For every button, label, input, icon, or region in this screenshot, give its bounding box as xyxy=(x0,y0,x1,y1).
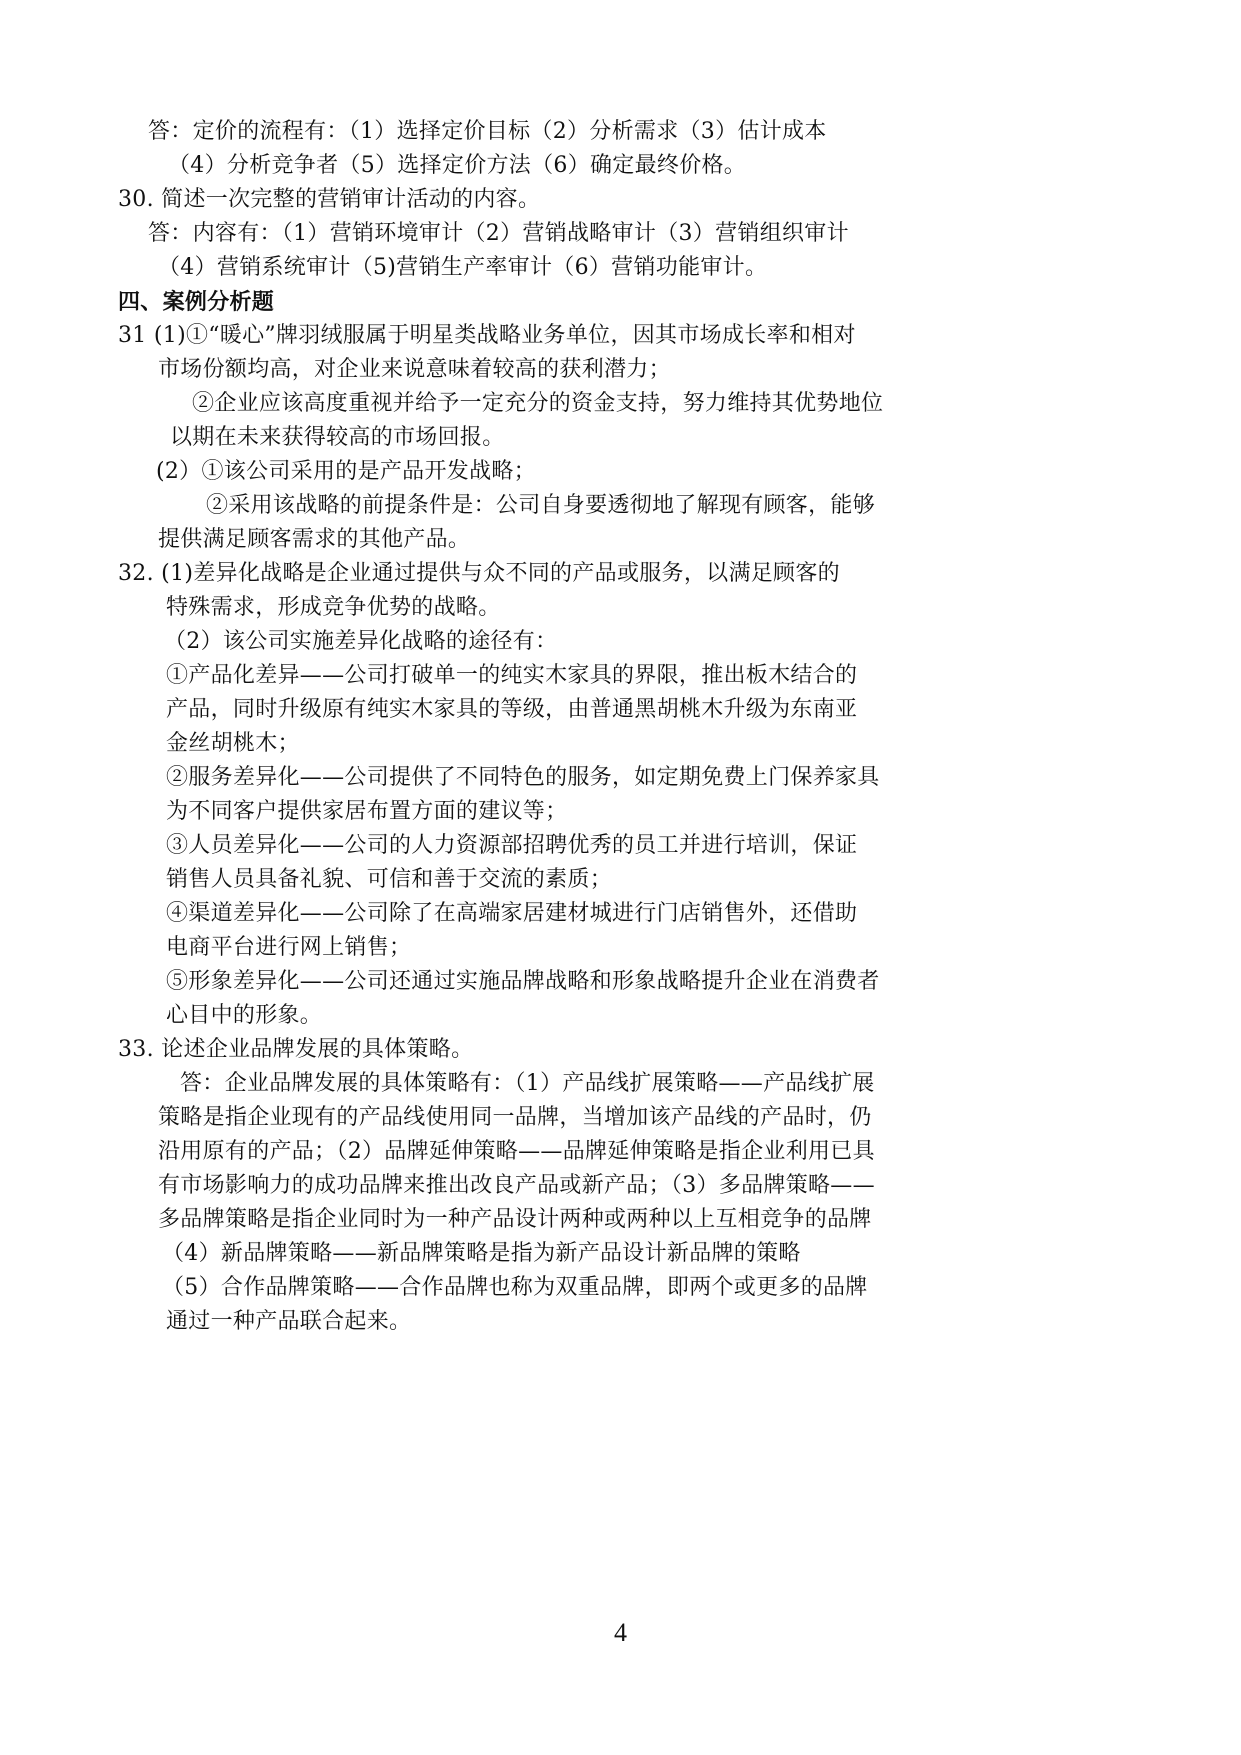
answer-33-line-5: 多品牌策略是指企业同时为一种产品设计两种或两种以上互相竞争的品牌 xyxy=(158,1207,872,1232)
answer-33-line-8: 通过一种产品联合起来。 xyxy=(166,1309,412,1334)
answer-33-line-4: 有市场影响力的成功品牌来推出改良产品或新产品；（3）多品牌策略—— xyxy=(158,1173,875,1198)
answer-32-item-3-line-2: 销售人员具备礼貌、可信和善于交流的素质； xyxy=(166,867,613,892)
answer-32-item-4-line-2: 电商平台进行网上销售； xyxy=(166,935,412,960)
answer-32-item-2-line-1: ②服务差异化——公司提供了不同特色的服务，如定期免费上门保养家具 xyxy=(166,765,880,790)
question-33: 33. 论述企业品牌发展的具体策略。 xyxy=(118,1037,474,1062)
answer-31-part-2-line-3: 提供满足顾客需求的其他产品。 xyxy=(158,527,471,552)
answer-32-item-1-line-1: ①产品化差异——公司打破单一的纯实木家具的界限，推出板木结合的 xyxy=(166,663,858,688)
answer-32-item-5-line-2: 心目中的形象。 xyxy=(166,1003,323,1028)
page-number: 4 xyxy=(614,1618,627,1647)
answer-29-line-2: （4）分析竞争者（5）选择定价方法（6）确定最终价格。 xyxy=(168,153,747,178)
answer-32-item-1-line-3: 金丝胡桃木； xyxy=(166,731,300,756)
answer-32-item-1-line-2: 产品，同时升级原有纯实木家具的等级，由普通黑胡桃木升级为东南亚 xyxy=(166,697,858,722)
answer-33-line-1: 答：企业品牌发展的具体策略有：（1）产品线扩展策略——产品线扩展 xyxy=(180,1071,875,1096)
answer-30-line-1: 答：内容有：（1）营销环境审计（2）营销战略审计（3）营销组织审计 xyxy=(148,221,849,246)
answer-32-part-1-line-1: 32. (1)差异化战略是企业通过提供与众不同的产品或服务，以满足顾客的 xyxy=(118,561,840,586)
answer-32-part-2-heading: （2）该公司实施差异化战略的途径有： xyxy=(164,629,558,654)
answer-32-item-3-line-1: ③人员差异化——公司的人力资源部招聘优秀的员工并进行培训，保证 xyxy=(166,833,858,858)
answer-32-part-1-line-2: 特殊需求，形成竞争优势的战略。 xyxy=(166,595,501,620)
answer-33-line-3: 沿用原有的产品；（2）品牌延伸策略——品牌延伸策略是指企业利用已具 xyxy=(158,1139,875,1164)
answer-32-item-5-line-1: ⑤形象差异化——公司还通过实施品牌战略和形象战略提升企业在消费者 xyxy=(166,969,880,994)
answer-29-line-1: 答：定价的流程有：（1）选择定价目标（2）分析需求（3）估计成本 xyxy=(148,119,827,144)
question-30: 30. 简述一次完整的营销审计活动的内容。 xyxy=(118,187,541,212)
section-heading-case-analysis: 四、案例分析题 xyxy=(118,289,275,315)
answer-31-part-1-line-2: 市场份额均高，对企业来说意味着较高的获利潜力； xyxy=(158,357,671,382)
answer-30-line-2: （4）营销系统审计（5)营销生产率审计（6）营销功能审计。 xyxy=(158,255,768,280)
answer-33-line-7: （5）合作品牌策略——合作品牌也称为双重品牌，即两个或更多的品牌 xyxy=(162,1275,868,1300)
answer-32-item-2-line-2: 为不同客户提供家居布置方面的建议等； xyxy=(166,799,568,824)
answer-33-line-2: 策略是指企业现有的产品线使用同一品牌，当增加该产品线的产品时，仍 xyxy=(158,1105,872,1130)
answer-31-part-1-line-4: 以期在未来获得较高的市场回报。 xyxy=(170,425,505,450)
answer-31-part-1-line-3: ②企业应该高度重视并给予一定充分的资金支持，努力维持其优势地位 xyxy=(192,391,884,416)
answer-32-item-4-line-1: ④渠道差异化——公司除了在高端家居建材城进行门店销售外，还借助 xyxy=(166,901,858,926)
answer-31-part-2-line-1: (2）①该公司采用的是产品开发战略； xyxy=(156,459,536,484)
answer-31-part-2-line-2: ②采用该战略的前提条件是：公司自身要透彻地了解现有顾客，能够 xyxy=(206,493,876,518)
answer-31-part-1-line-1: 31 (1)①“暖心”牌羽绒服属于明星类战略业务单位，因其市场成长率和相对 xyxy=(118,323,856,348)
answer-33-line-6: （4）新品牌策略——新品牌策略是指为新产品设计新品牌的策略 xyxy=(162,1241,801,1266)
